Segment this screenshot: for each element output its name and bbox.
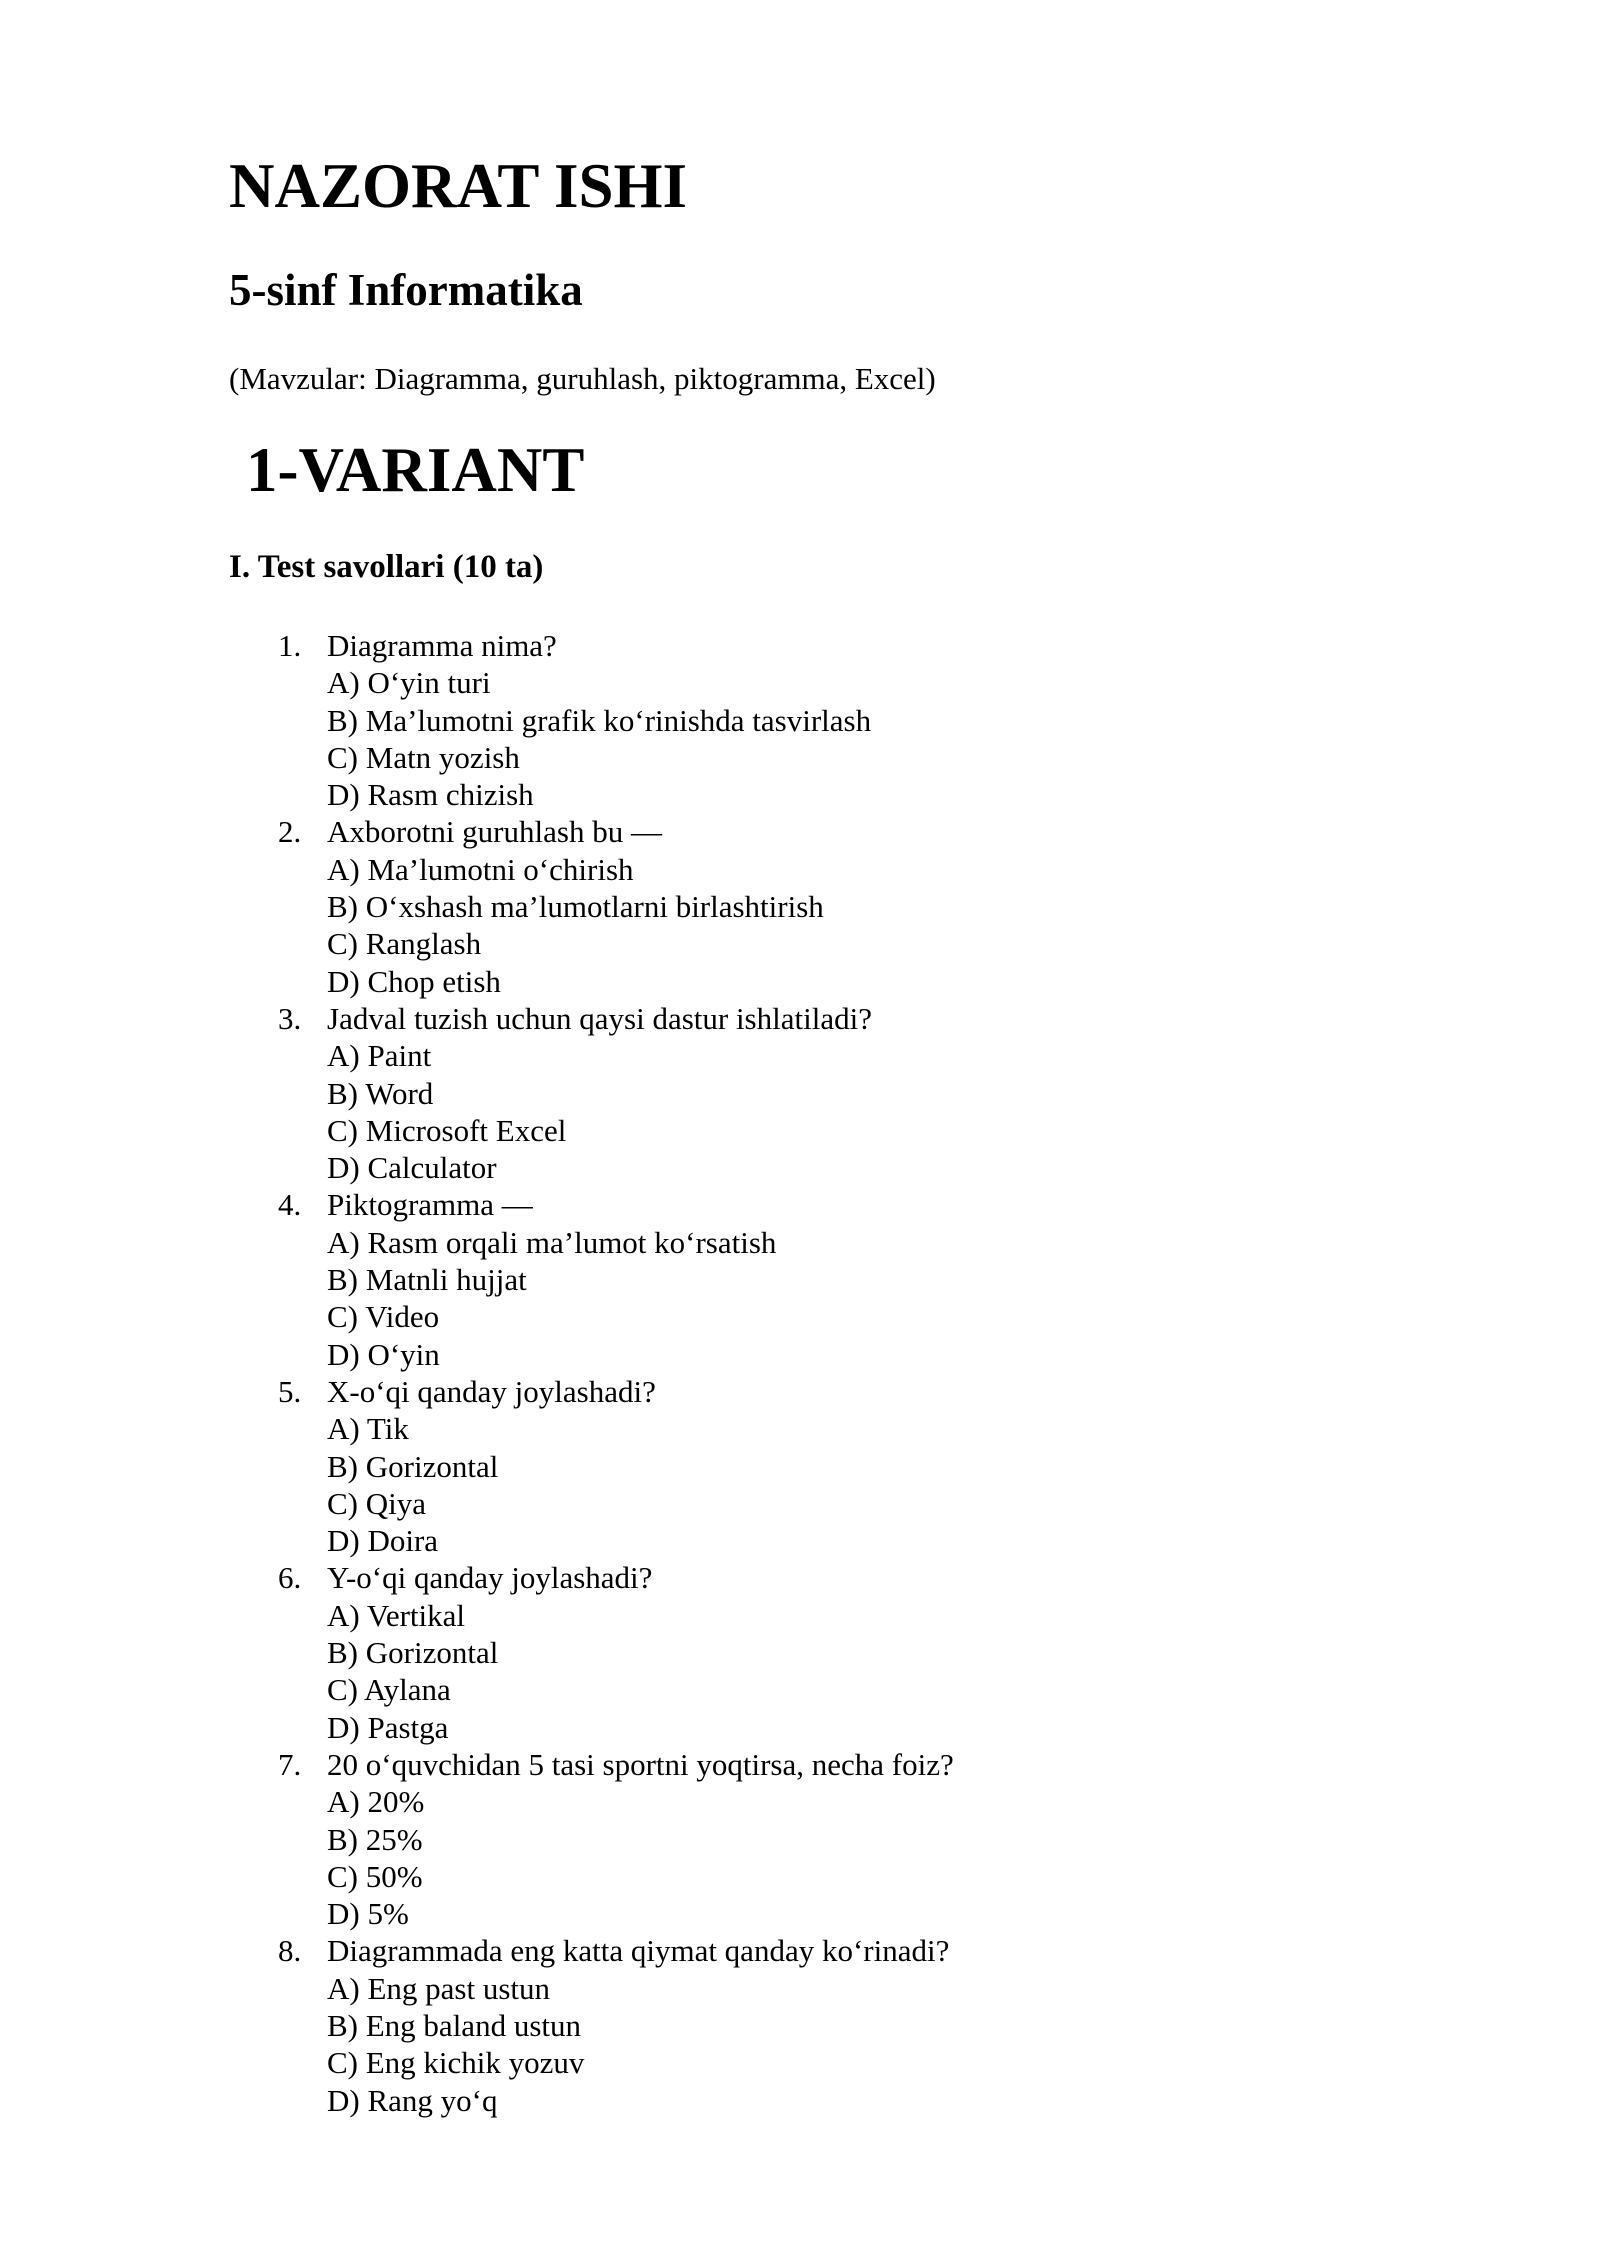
question-text: Diagramma nima? bbox=[327, 628, 557, 663]
question-line bbox=[229, 813, 954, 850]
answer-option: A) Vertikal bbox=[327, 1597, 466, 1633]
answer-option: C) Microsoft Excel bbox=[327, 1112, 567, 1148]
variant-title: 1-VARIANT bbox=[246, 435, 585, 505]
question-line bbox=[229, 1186, 954, 1223]
answer-option: C) Aylana bbox=[327, 1672, 451, 1708]
question-item bbox=[229, 1186, 954, 1372]
question-item bbox=[229, 1746, 954, 1932]
answer-option: A) Tik bbox=[327, 1411, 409, 1447]
question-item bbox=[229, 627, 954, 813]
answer-option: A) 20% bbox=[327, 1784, 425, 1820]
answer-option: B) Matnli hujjat bbox=[327, 1262, 527, 1298]
document-subtitle: 5-sinf Informatika bbox=[229, 265, 583, 315]
question-line bbox=[229, 627, 954, 664]
question-text: Diagrammada eng katta qiymat qanday ko‘rinadi? bbox=[327, 1933, 950, 1969]
answer-option: D) 5% bbox=[327, 1896, 409, 1932]
question-number: 8. bbox=[278, 1933, 302, 1969]
question-item bbox=[229, 813, 954, 999]
question-item bbox=[229, 1000, 954, 1186]
answer-option: B) 25% bbox=[327, 1821, 423, 1857]
question-number: 4. bbox=[278, 1187, 302, 1223]
answer-option: B) Word bbox=[327, 1075, 434, 1111]
question-text: Jadval tuzish uchun qaysi dastur ishlatiladi? bbox=[327, 1000, 872, 1036]
question-text: Axborotni guruhlash bu — bbox=[327, 814, 662, 850]
question-text: Piktogramma — bbox=[327, 1187, 533, 1223]
answer-option: A) Paint bbox=[327, 1038, 432, 1074]
answer-option: C) Eng kichik yozuv bbox=[327, 2045, 585, 2081]
answer-option: B) Gorizontal bbox=[327, 1448, 499, 1484]
answer-option: D) Rang yo‘q bbox=[327, 2082, 498, 2118]
question-text: 20 o‘quvchidan 5 tasi sportni yoqtirsa, necha foiz? bbox=[327, 1746, 954, 1782]
answer-option: C) Ranglash bbox=[327, 926, 482, 962]
question-number: 1. bbox=[278, 628, 302, 663]
question-number: 3. bbox=[278, 1000, 302, 1036]
question-item bbox=[229, 1559, 954, 1745]
question-list bbox=[229, 627, 954, 2119]
answer-option: C) Qiya bbox=[327, 1485, 427, 1521]
answer-option: D) Pastga bbox=[327, 1709, 449, 1745]
question-number: 2. bbox=[278, 814, 302, 850]
answer-option: C) 50% bbox=[327, 1858, 423, 1894]
answer-option: B) Gorizontal bbox=[327, 1635, 499, 1671]
question-item bbox=[229, 1932, 954, 2118]
question-line bbox=[229, 1932, 954, 1969]
answer-option: A) O‘yin turi bbox=[327, 665, 491, 701]
answer-option: C) Matn yozish bbox=[327, 739, 520, 775]
answer-option: A) Eng past ustun bbox=[327, 1970, 551, 2006]
answer-option: B) Eng baland ustun bbox=[327, 2007, 581, 2043]
question-number: 7. bbox=[278, 1746, 302, 1782]
document-title: NAZORAT ISHI bbox=[229, 151, 688, 221]
document-topics: (Mavzular: Diagramma, guruhlash, piktogramma, Excel) bbox=[229, 361, 936, 396]
question-line bbox=[229, 1746, 954, 1783]
question-number: 5. bbox=[278, 1373, 302, 1409]
answer-option: A) Rasm orqali ma’lumot ko‘rsatish bbox=[327, 1224, 777, 1260]
question-line bbox=[229, 1373, 954, 1410]
answer-option: D) Chop etish bbox=[327, 963, 501, 999]
question-item bbox=[229, 1373, 954, 1559]
answer-option: A) Ma’lumotni o‘chirish bbox=[327, 851, 634, 887]
answer-option: C) Video bbox=[327, 1299, 440, 1335]
question-text: X-o‘qi qanday joylashadi? bbox=[327, 1373, 656, 1409]
question-line bbox=[229, 1559, 954, 1596]
answer-option: D) Doira bbox=[327, 1523, 439, 1559]
question-text: Y-o‘qi qanday joylashadi? bbox=[327, 1560, 653, 1596]
question-number: 6. bbox=[278, 1560, 302, 1596]
section-title: I. Test savollari (10 ta) bbox=[229, 549, 544, 585]
answer-option: D) O‘yin bbox=[327, 1336, 440, 1372]
answer-option: B) Ma’lumotni grafik ko‘rinishda tasvirlash bbox=[327, 702, 872, 738]
answer-option: D) Rasm chizish bbox=[327, 777, 534, 813]
answer-option: D) Calculator bbox=[327, 1150, 497, 1186]
question-line bbox=[229, 1000, 954, 1037]
answer-option: B) O‘xshash ma’lumotlarni birlashtirish bbox=[327, 889, 824, 925]
